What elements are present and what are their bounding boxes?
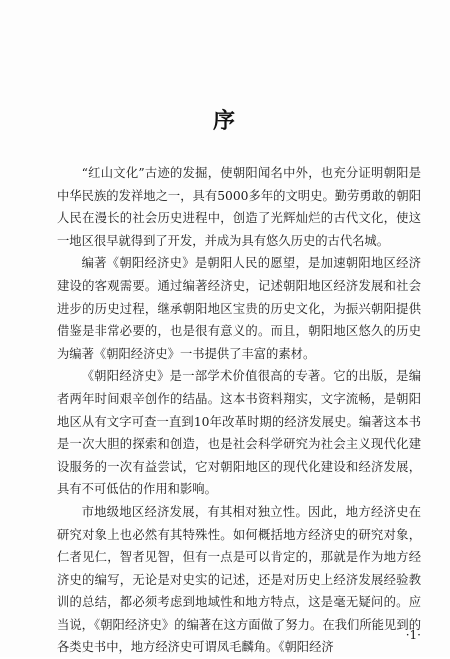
paragraph-4: 市地级地区经济发展，有其相对独立性。因此，地方经济史在研究对象上也必然有其特殊性。如何概括地方经济史的研究对象，仁者见仁，智者见智，但有一点是可以肯定的，那就是作为地方经济史的编写，无论是对史实的记述，还是对历史上经济发展经验教训的总结，都必须考虑到地域性和地方特点，这是毫无疑问的。应当说，《朝阳经济史》的编著在这方面做了努力。在我们所能见到的各类史书中，地方经济史可谓凤毛麟角。《朝阳经济 xyxy=(57,504,421,655)
paragraph-2: 编著《朝阳经济史》是朝阳人民的愿望，是加速朝阳地区经济建设的客观需要。通过编著经济史，记述朝阳地区经济发展和社会进步的历史过程，继承朝阳地区宝贵的历史文化，为振兴朝阳提供借鉴是非常必要的，也是很有意义的。而且，朝阳地区悠久的历史为编著《朝阳经济史》一书提供了丰富的素材。 xyxy=(57,256,421,361)
preface-body xyxy=(57,162,421,659)
page-number: ·1· xyxy=(405,628,421,642)
paragraph-3: 《朝阳经济史》是一部学术价值很高的专著。它的出版，是编者两年时间艰辛创作的结晶。这本书资料翔实，文字流畅，是朝阳地区从有文字可查一直到10年改革时期的经济发展史。编著这本书是一次大胆的探索和创造，也是社会科学研究为社会主义现代化建设服务的一次有益尝试，它对朝阳地区的现代化建设和经济发展，具有不可低估的作用和影响。 xyxy=(57,369,421,497)
page-title: 序 xyxy=(212,108,237,134)
paragraph-1: “红山文化”古迹的发掘，使朝阳闻名中外，也充分证明朝阳是中华民族的发祥地之一，具有5000多年的文明史。勤劳勇敢的朝阳人民在漫长的社会历史进程中，创造了光辉灿烂的古代文化，使这一地区很早就得到了开发，并成为具有悠久历史的古代名城。 xyxy=(57,166,421,248)
